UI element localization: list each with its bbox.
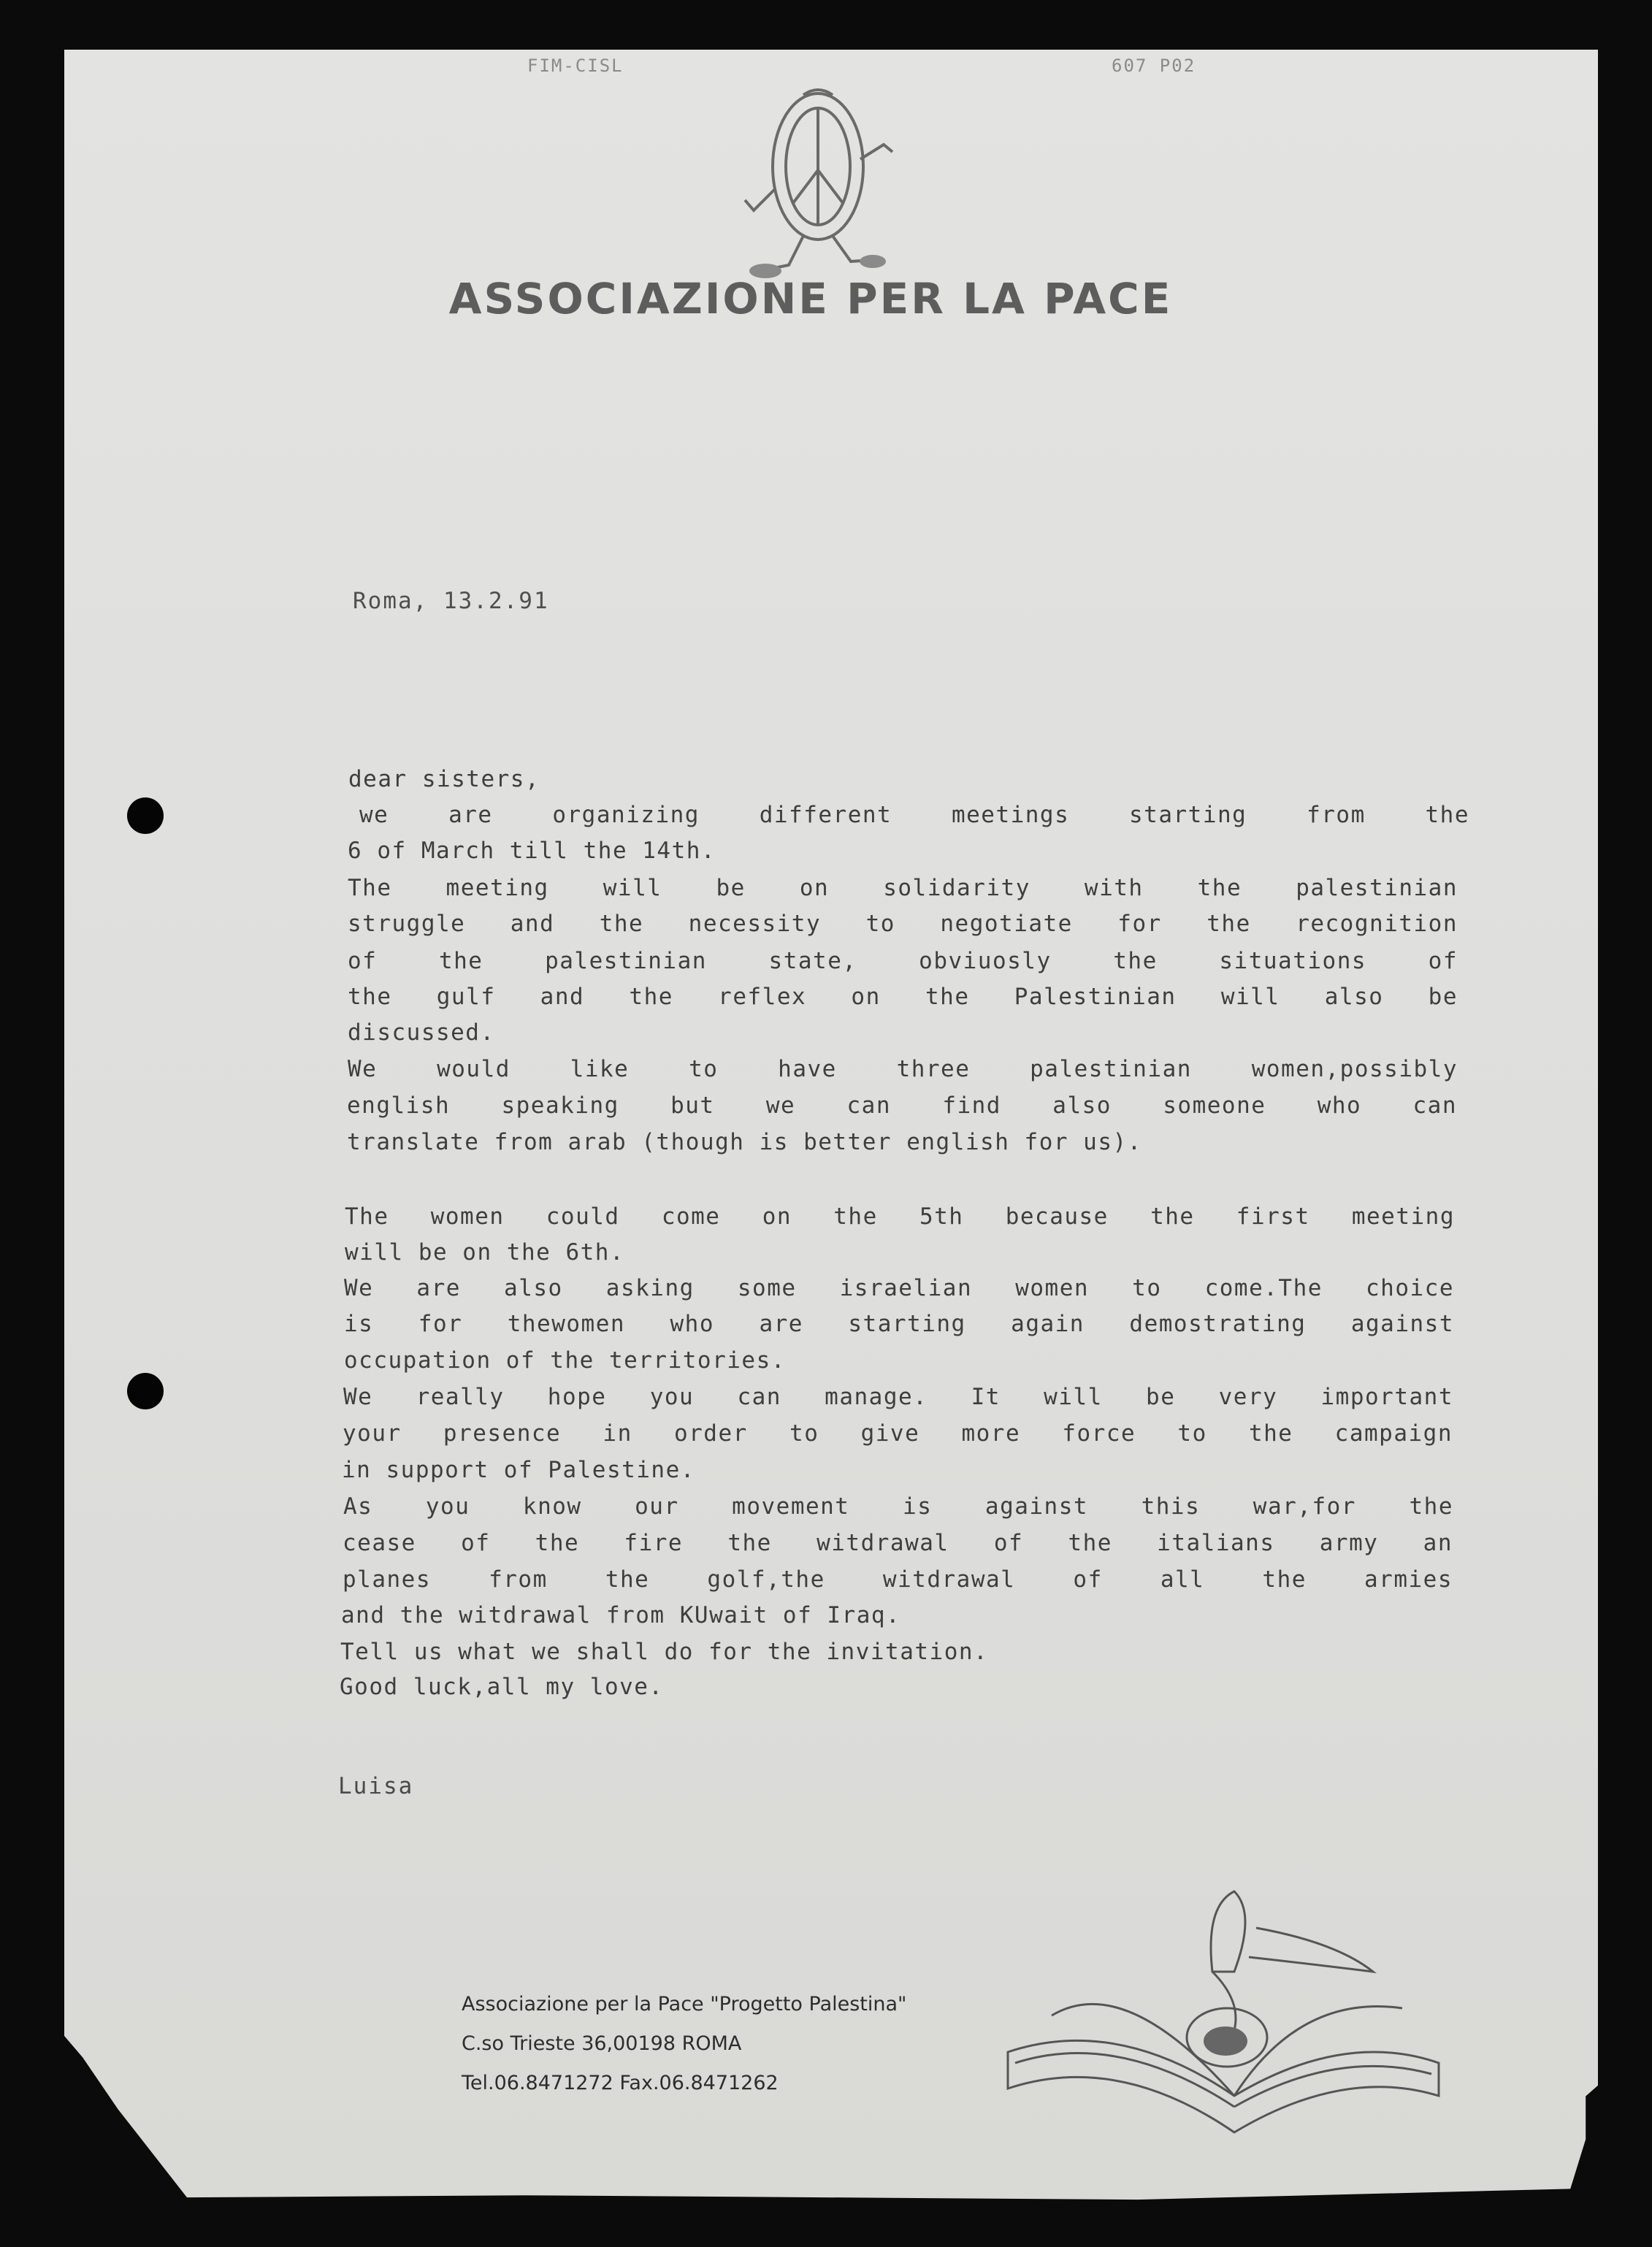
letter-line: As you know our movement is against this war,for the [343, 1493, 1453, 1520]
fax-header-left: FIM-CISL [527, 55, 624, 76]
letter-line: We really hope you can manage. It will be very important [343, 1384, 1453, 1410]
letter-line: in support of Palestine. [342, 1457, 695, 1483]
letter-line: and the witdrawal from KUwait of Iraq. [341, 1602, 901, 1628]
stamp-line-name: Associazione per la Pace "Progetto Palestina" [462, 1993, 907, 2016]
punch-hole [127, 797, 164, 834]
letter-line: planes from the golf,the witdrawal of all the armies [343, 1566, 1453, 1593]
letter-line: discussed. [348, 1019, 495, 1046]
letter-line: translate from arab (though is better english for us). [347, 1129, 1142, 1155]
letter-line: will be on the 6th. [345, 1239, 625, 1266]
letter-line: Good luck,all my love. [340, 1674, 664, 1700]
letter-line: occupation of the territories. [344, 1347, 786, 1374]
letter-date: Roma, 13.2.91 [353, 588, 549, 614]
letter-line: The women could come on the 5th because the first meeting [345, 1203, 1455, 1230]
running-peace-sign-logo [723, 79, 913, 291]
letter-line: struggle and the necessity to negotiate for the recognition [348, 911, 1458, 937]
letter-line: cease of the fire the witdrawal of the italians army an [343, 1530, 1453, 1556]
letter-line: The meeting will be on solidarity with the palestinian [348, 875, 1458, 901]
punch-hole [127, 1373, 164, 1409]
organization-name: ASSOCIAZIONE PER LA PACE [448, 274, 1173, 324]
letter-line: your presence in order to give more force to the campaign [343, 1420, 1453, 1447]
book-and-figure-illustration [993, 1884, 1468, 2176]
stamp-line-phone: Tel.06.8471272 Fax.06.8471262 [462, 2072, 779, 2094]
footer-stamp [462, 1985, 906, 2103]
signature: Luisa [338, 1773, 414, 1799]
letter-line: 6 of March till the 14th. [348, 838, 716, 864]
letter-line: of the palestinian state, obviuosly the situations of [348, 948, 1458, 974]
letter-line: we are organizing different meetings starting from the [359, 802, 1469, 828]
letter-line: We would like to have three palestinian women,possibly [348, 1056, 1458, 1082]
fax-header-right: 607 P02 [1112, 55, 1196, 76]
stamp-line-address: C.so Trieste 36,00198 ROMA [462, 2032, 742, 2055]
letter-line: We are also asking some israelian women to come.The choice [344, 1275, 1454, 1301]
letter-line: is for thewomen who are starting again demostrating against [344, 1311, 1454, 1337]
letter-page [64, 50, 1598, 2204]
letter-line: english speaking but we can find also someone who can [347, 1092, 1457, 1119]
letter-line: dear sisters, [348, 766, 540, 792]
letter-line: the gulf and the reflex on the Palestinian will also be [348, 984, 1458, 1010]
letter-line: Tell us what we shall do for the invitation. [340, 1639, 989, 1665]
